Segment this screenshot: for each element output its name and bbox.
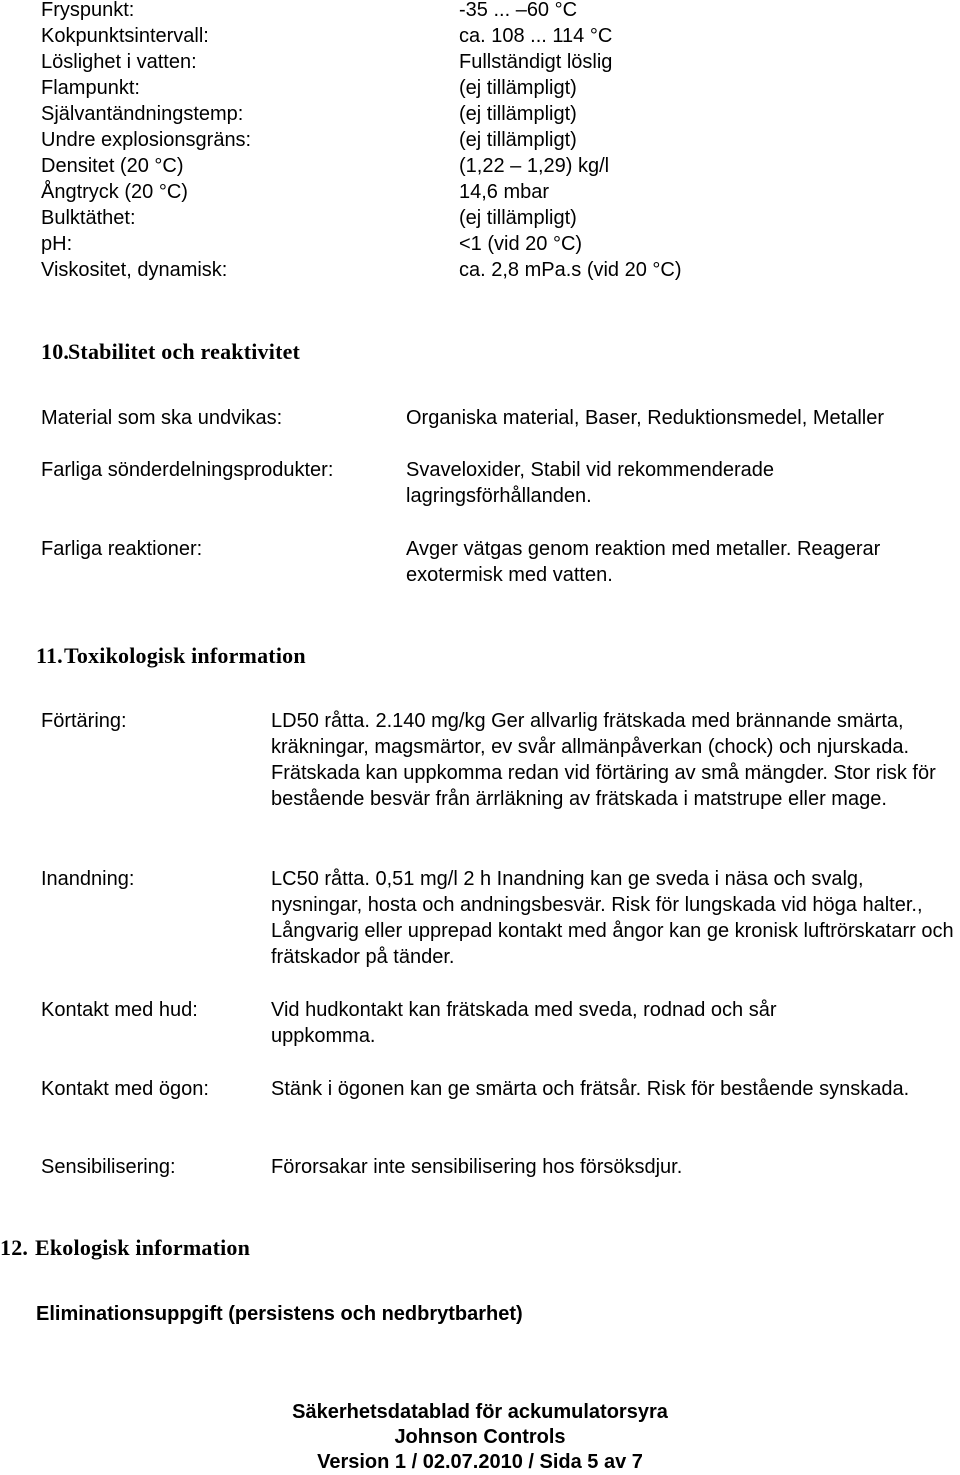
section-11-title: Toxikologisk information	[64, 643, 306, 668]
section-10-row-value: Organiska material, Baser, Reduktionsmedel, Metaller	[406, 407, 884, 429]
property-value: -35 ... –60 °C	[459, 0, 578, 21]
section-11-row-label: Kontakt med hud:	[41, 999, 198, 1021]
property-value: 14,6 mbar	[459, 181, 550, 203]
property-value: (ej tillämpligt)	[459, 77, 577, 99]
section-10-row-value: Avger vätgas genom reaktion med metaller. Reagerar exotermisk med vatten.	[406, 538, 881, 586]
section-11-row-label: Sensibilisering:	[41, 1156, 176, 1178]
section-11-row-label: Kontakt med ögon:	[41, 1078, 209, 1100]
section-11-row-label: Inandning:	[41, 868, 135, 890]
property-label: Kokpunktsintervall:	[41, 25, 209, 47]
property-value: Fullständigt löslig	[459, 51, 613, 73]
property-label: Viskositet, dynamisk:	[41, 259, 228, 281]
section-10-title: Stabilitet och reaktivitet	[68, 339, 301, 364]
property-value: (ej tillämpligt)	[459, 103, 577, 125]
section-11-row-value: Stänk i ögonen kan ge smärta och frätsår. Risk för bestående synskada.	[271, 1078, 910, 1100]
property-label: Självantändningstemp:	[41, 103, 244, 125]
section-12-subheading: Eliminationsuppgift (persistens och nedbrytbarhet)	[36, 1303, 523, 1325]
property-label: Undre explosionsgräns:	[41, 129, 252, 151]
section-11-number: 11.	[36, 643, 63, 668]
property-value: ca. 108 ... 114 °C	[459, 25, 613, 47]
property-value: (ej tillämpligt)	[459, 129, 577, 151]
section-11-row-value: LC50 råtta. 0,51 mg/l 2 h Inandning kan ge sveda i näsa och svalg, nysningar, hosta och andningsbesvär. Risk för lungskada vid höga halter., Långvarig eller upprepad kontakt med ångor kan ge kronisk luftrörskatarr och frätskador på tänder.	[271, 868, 954, 968]
section-10-row-label: Material som ska undvikas:	[41, 407, 283, 429]
section-10-number: 10.	[41, 339, 70, 364]
property-label: pH:	[41, 233, 73, 255]
property-label: Densitet (20 °C)	[41, 155, 184, 177]
section-11-row-value: Förorsakar inte sensibilisering hos försöksdjur.	[271, 1156, 683, 1178]
section-12-title: Ekologisk information	[35, 1235, 251, 1260]
section-11-row-value: LD50 råtta. 2.140 mg/kg Ger allvarlig frätskada med brännande smärta, kräkningar, magsmärtor, ev svår allmänpåverkan (chock) och njurskada. Frätskada kan uppkomma redan vid förtäring av små mängder. Stor risk för bestående besvär från ärrläkning av frätskada i matstrupe eller mage.	[271, 710, 936, 810]
section-11-row-label: Förtäring:	[41, 710, 127, 732]
property-value: <1 (vid 20 °C)	[459, 233, 583, 255]
section-10-row-value: Svaveloxider, Stabil vid rekommenderade lagringsförhållanden.	[406, 459, 774, 507]
property-value: ca. 2,8 mPa.s (vid 20 °C)	[459, 259, 682, 281]
property-label: Bulktäthet:	[41, 207, 136, 229]
footer-company: Johnson Controls	[394, 1426, 566, 1448]
property-label: Fryspunkt:	[41, 0, 135, 21]
section-11-row-value: Vid hudkontakt kan frätskada med sveda, rodnad och sår uppkomma.	[271, 999, 777, 1047]
property-value: (ej tillämpligt)	[459, 207, 577, 229]
property-label: Ångtryck (20 °C)	[41, 181, 188, 203]
property-value: (1,22 – 1,29) kg/l	[459, 155, 610, 177]
footer-document-title: Säkerhetsdatablad för ackumulatorsyra	[292, 1401, 668, 1423]
section-12-number: 12.	[0, 1235, 29, 1260]
section-10-row-label: Farliga reaktioner:	[41, 538, 203, 560]
section-10-row-label: Farliga sönderdelningsprodukter:	[41, 459, 334, 481]
footer-version: Version 1 / 02.07.2010 / Sida 5 av 7	[317, 1451, 643, 1473]
property-label: Flampunkt:	[41, 77, 140, 99]
property-label: Löslighet i vatten:	[41, 51, 197, 73]
